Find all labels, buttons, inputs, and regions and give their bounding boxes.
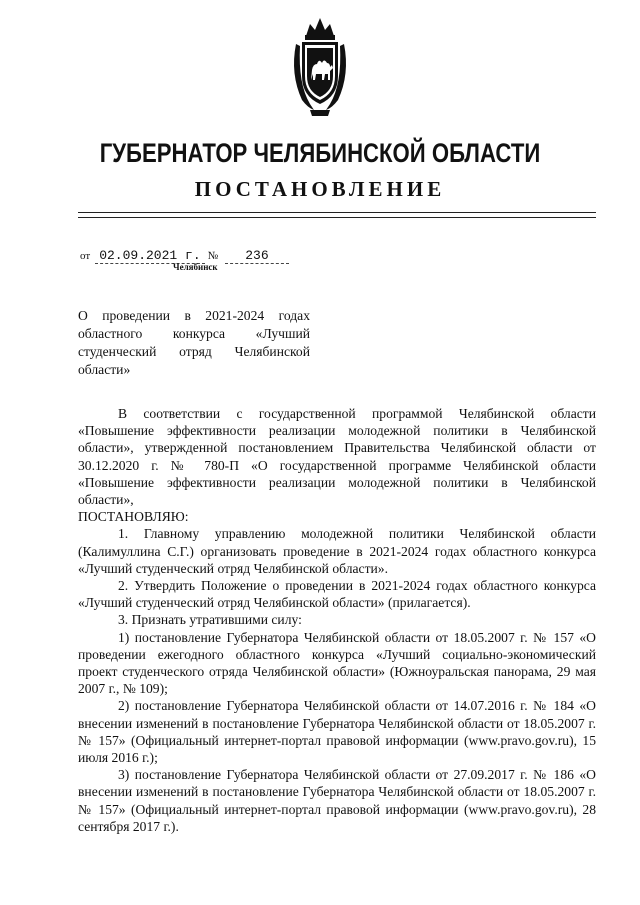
document-subject: О проведении в 2021-2024 годах областного конкурса «Лучший студенческий отряд Челябинской области» bbox=[78, 308, 310, 377]
intro-paragraph: В соответствии с государственной программой Челябинской области «Повышение эффективности реализации молодежной политики в Челябинской области», утвержденной постановлением Правительства Челябинской области от 30.12.2020 г. № 780-П «О государственной программе Челябинской области «Повышение эффективности реализации молодежной политики в Челябинской области», bbox=[78, 406, 596, 508]
document-date: 02.09.2021 г. bbox=[95, 248, 205, 264]
document-type: ПОСТАНОВЛЕНИЕ bbox=[194, 177, 446, 201]
header-rule-bottom bbox=[78, 217, 596, 218]
item-2: 2. Утвердить Положение о проведении в 2021-2024 годах областного конкурса «Лучший студенческий отряд Челябинской области» (прилагается). bbox=[78, 578, 596, 611]
decree-word: ПОСТАНОВЛЯЮ: bbox=[78, 509, 189, 525]
from-label: от bbox=[80, 250, 91, 262]
city-name: Челябинск bbox=[173, 262, 218, 272]
item-3-2: 2) постановление Губернатора Челябинской области от 14.07.2016 г. № 184 «О внесении изменений в постановление Губернатора Челябинской области от 18.05.2007 г. № 157» (Официальный интернет-портал правовой информации (www.pravo.gov.ru), 15 июля 2016 г.); bbox=[78, 698, 596, 766]
item-3: 3. Признать утратившими силу: bbox=[118, 612, 302, 628]
document-number: 236 bbox=[225, 248, 289, 264]
item-3-1: 1) постановление Губернатора Челябинской области от 18.05.2007 г. № 157 «О проведении ежегодного областного конкурса «Лучший социально-экономический проект студенческого отряда Челябинской области» (Южноуральская панорама, 29 мая 2007 г., № 109); bbox=[78, 629, 596, 697]
coat-of-arms-icon bbox=[288, 14, 352, 118]
document-body bbox=[78, 405, 596, 835]
governor-title: ГУБЕРНАТОР ЧЕЛЯБИНСКОЙ ОБЛАСТИ bbox=[99, 138, 541, 168]
header-rule-top bbox=[78, 212, 596, 213]
item-1: 1. Главному управлению молодежной политики Челябинской области (Калимуллина С.Г.) организовать проведение в 2021-2024 годах областного конкурса «Лучший студенческий отряд Челябинской области». bbox=[78, 526, 596, 576]
item-3-3: 3) постановление Губернатора Челябинской области от 27.09.2017 г. № 186 «О внесении изменений в постановление Губернатора Челябинской области от 18.05.2007 г. № 157» (Официальный интернет-портал правовой информации (www.pravo.gov.ru), 28 сентября 2017 г.). bbox=[78, 767, 596, 834]
number-label: № bbox=[207, 250, 219, 262]
